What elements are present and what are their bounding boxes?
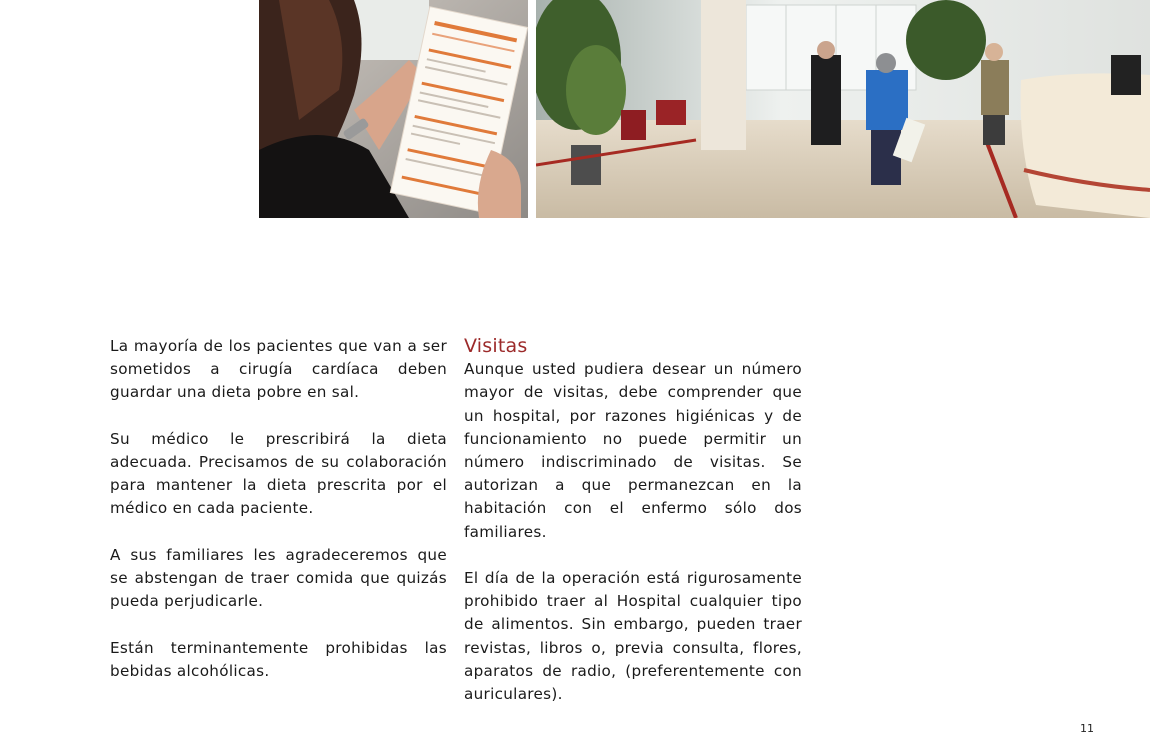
photo-hospital-lobby-image: [536, 0, 1150, 218]
right-text-column: [464, 335, 802, 706]
photo-reading-leaflet: [259, 0, 528, 218]
photo-hospital-lobby: [536, 0, 1150, 218]
section-heading-visitas: Visitas: [464, 335, 528, 357]
paragraph-diet-prescription: Su médico le prescribirá la dieta adecuada. Precisamos de su colaboración para mantener la dieta prescrita por el médico en cada paciente.: [110, 429, 447, 518]
page-number: 11: [1080, 722, 1094, 735]
paragraph-diet-salt: La mayoría de los pacientes que van a ser sometidos a cirugía cardíaca deben guardar una dieta pobre en sal.: [110, 337, 447, 402]
left-text-column: [110, 335, 447, 683]
paragraph-alcohol: Están terminantemente prohibidas las bebidas alcohólicas.: [110, 638, 447, 680]
paragraph-family-food: A sus familiares les agradeceremos que se abstengan de traer comida que quizás pueda perjudicarle.: [110, 545, 447, 611]
paragraph-visits-limit: Aunque usted pudiera desear un número mayor de visitas, debe comprender que un hospital, por razones higiénicas y de funcionamiento no puede permitir un número indiscriminado de visitas. Se autorizan a que permanezcan en la habitación con el enfermo sólo dos familiares.: [464, 360, 802, 541]
photo-reading-leaflet-image: [259, 0, 528, 218]
paragraph-operation-day: El día de la operación está rigurosamente prohibido traer al Hospital cualquier tipo de alimentos. Sin embargo, pueden traer revistas, libros o, previa consulta, flores, aparatos de radio, (preferentemente con auriculares).: [464, 569, 802, 704]
